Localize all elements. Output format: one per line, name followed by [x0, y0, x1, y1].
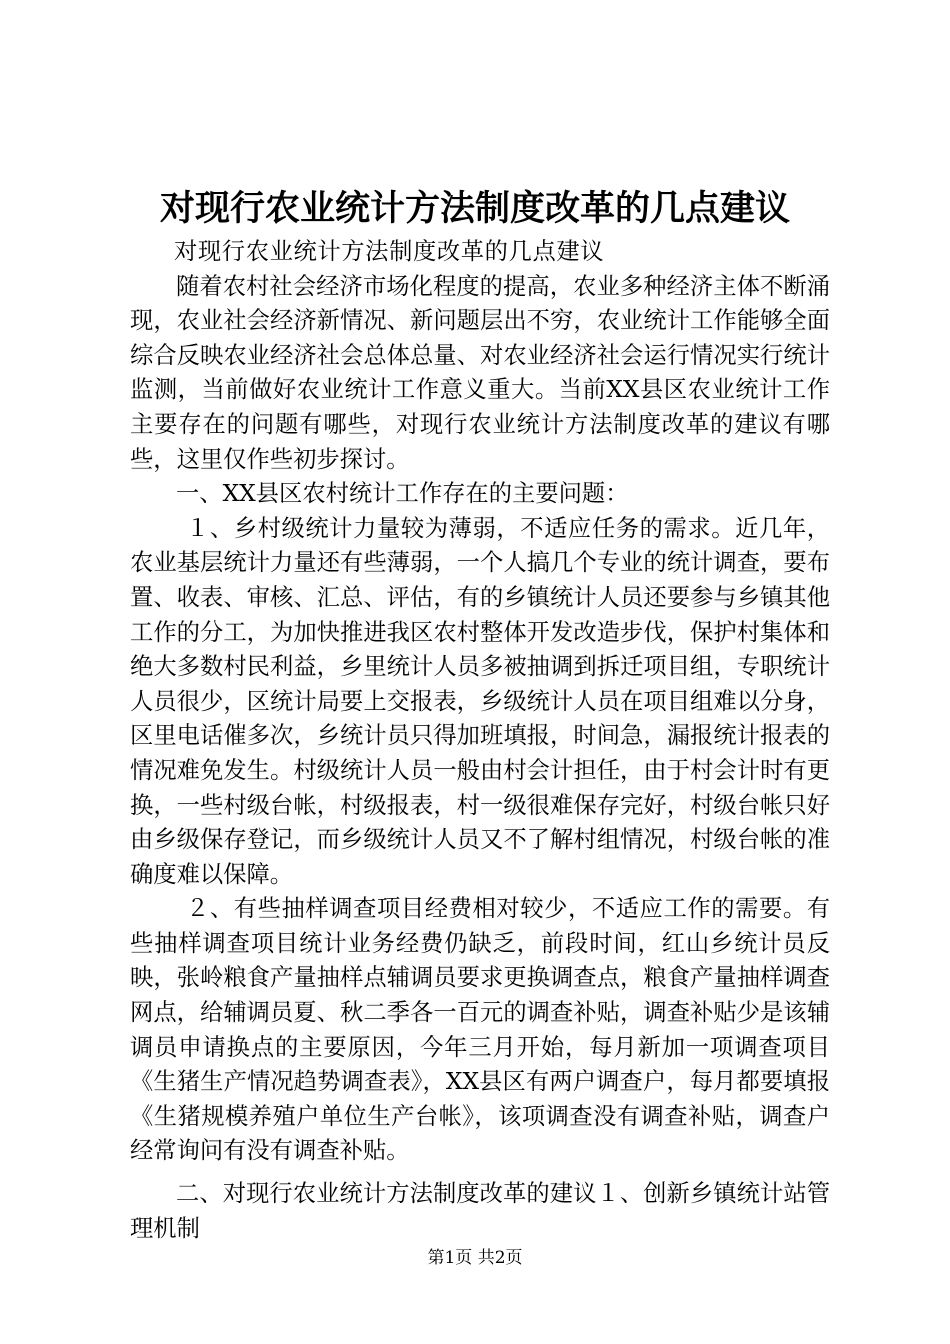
page-number-footer: 第1页 共2页: [427, 1248, 523, 1268]
problem-item-1: １、乡村级统计力量较为薄弱，不适应任务的需求。近几年，农业基层统计力量还有些薄弱，一个人搞几个专业的统计调查，要布置、收表、审核、汇总、评估，有的乡镇统计人员还要参与乡镇其他工作的分工，为加快推进我区农村整体开发改造步伐，保护村集体和绝大多数村民利益，乡里统计人员多被抽调到拆迁项目组，专职统计人员很少，区统计局要上交报表，乡级统计人员在项目组难以分身，区里电话催多次，乡统计员只得加班填报，时间急，漏报统计报表的情况难免发生。村级统计人员一般由村会计担任，由于村会计时有更换，一些村级台帐，村级报表，村一级很难保存完好，村级台帐只好由乡级保存登记，而乡级统计人员又不了解村组情况，村级台帐的准确度难以保障。: [130, 514, 830, 888]
document-body: [130, 235, 830, 1246]
intro-paragraph: 随着农村社会经济市场化程度的提高，农业多种经济主体不断涌现，农业社会经济新情况、新问题层出不穷，农业统计工作能够全面综合反映农业经济社会总体总量、对农业经济社会运行情况实行统计监测，当前做好农业统计工作意义重大。当前XX县区农业统计工作主要存在的问题有哪些，对现行农业统计方法制度改革的建议有哪些，这里仅作些初步探讨。: [130, 272, 830, 473]
problem-item-2: ２、有些抽样调查项目经费相对较少，不适应工作的需要。有些抽样调查项目统计业务经费仍缺乏，前段时间，红山乡统计员反映，张岭粮食产量抽样点辅调员要求更换调查点，粮食产量抽样调查网点，给辅调员夏、秋二季各一百元的调查补贴，调查补贴少是该辅调员申请换点的主要原因，今年三月开始，每月新加一项调查项目《生猪生产情况趋势调查表》，XX县区有两户调查户，每月都要填报《生猪规模养殖户单位生产台帐》，该项调查没有调查补贴，调查户经常询问有没有调查补贴。: [130, 895, 830, 1165]
subtitle-paragraph: 对现行农业统计方法制度改革的几点建议: [174, 238, 605, 265]
document-title: 对现行农业统计方法制度改革的几点建议: [159, 188, 790, 229]
section-heading-1: 一、XX县区农村统计工作存在的主要问题：: [176, 480, 629, 508]
section-heading-2: 二、对现行农业统计方法制度改革的建议１、创新乡镇统计站管理机制: [130, 1180, 830, 1242]
